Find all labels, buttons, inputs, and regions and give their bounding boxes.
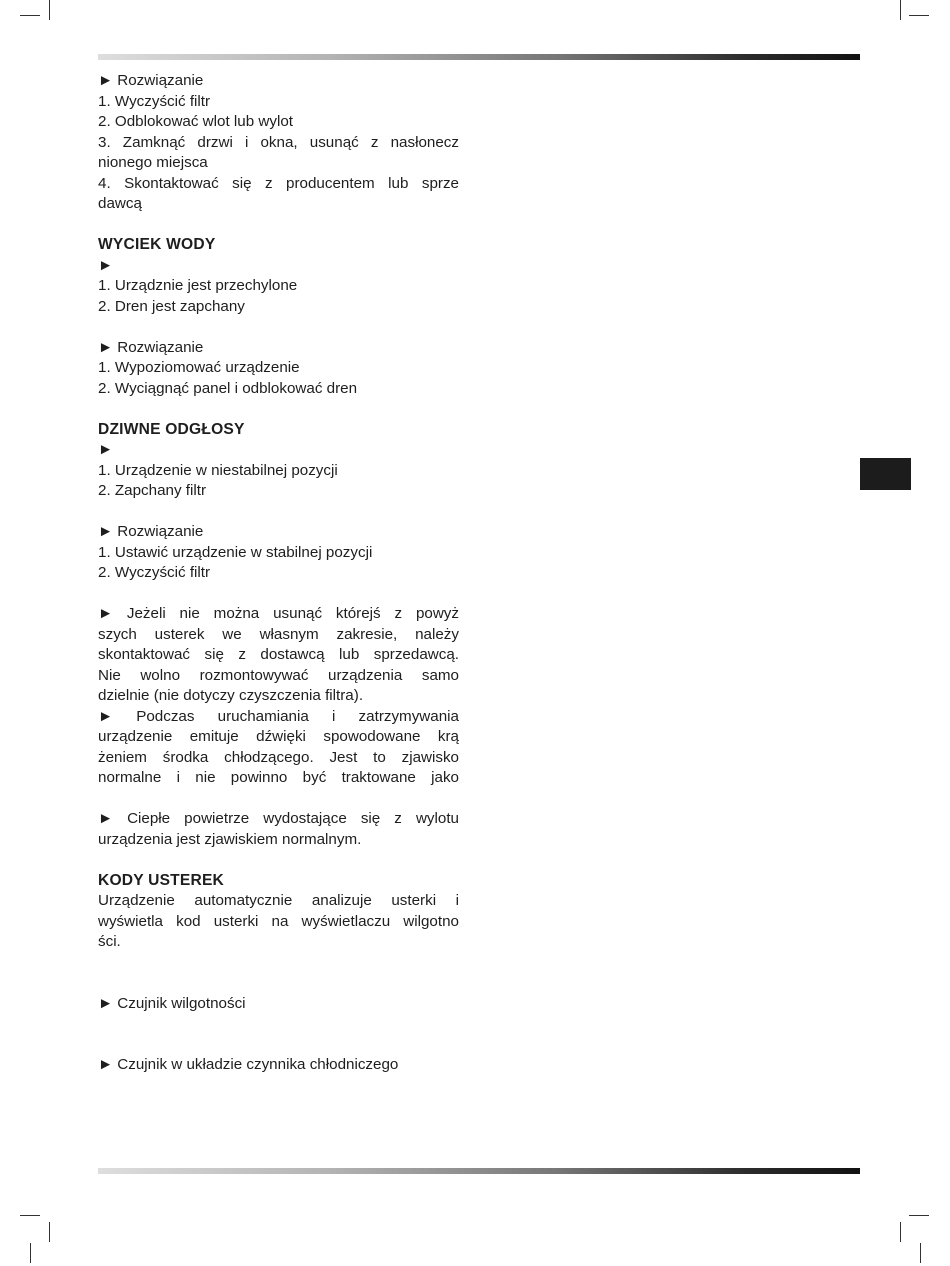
- note-line: urządzenie emituje dźwięki spowodowane krą: [98, 728, 459, 745]
- note-line: normalne i nie powinno być traktowane jako: [98, 769, 459, 786]
- solution-item: 2. Wyczyścić filtr: [98, 564, 211, 581]
- solution-item: 1. Ustawić urządzenie w stabilnej pozycji: [98, 543, 373, 561]
- cause-item: 1. Urządzenie w niestabilnej pozycji: [98, 461, 338, 479]
- crop-mark: [20, 1215, 40, 1216]
- note-line: urządzenia jest zjawiskiem normalnym.: [98, 830, 362, 848]
- note-line: dzielnie (nie dotyczy czyszczenia filtra).: [98, 687, 364, 704]
- solution-item: 1. Wypoziomować urządzenie: [98, 359, 300, 376]
- solution-item: 1. Wyczyścić filtr: [98, 92, 211, 110]
- intro-line: ści.: [98, 933, 121, 950]
- cause-item: 2. Dren jest zapchany: [98, 297, 245, 315]
- intro-line: Urządzenie automatycznie analizuje usterki i: [98, 892, 459, 909]
- cause-marker: ►: [98, 256, 114, 274]
- header-rule: [98, 54, 860, 60]
- solution-item: 3. Zamknąć drzwi i okna, usunąć z nasłonecz: [98, 133, 459, 151]
- note-line: ► Ciepłe powietrze wydostające się z wylotu: [98, 810, 459, 827]
- crop-mark: [900, 0, 901, 20]
- crop-mark: [30, 1243, 31, 1263]
- crop-mark: [909, 15, 929, 16]
- section-heading-error-codes: KODY USTEREK: [98, 871, 225, 889]
- refrigerant-sensor-item: ► Czujnik w układzie czynnika chłodniczego: [98, 1056, 399, 1073]
- crop-mark: [900, 1222, 901, 1242]
- crop-mark: [49, 0, 50, 20]
- solution-label: ► Rozwiązanie: [98, 72, 204, 89]
- solution-label: ► Rozwiązanie: [98, 338, 204, 356]
- crop-mark: [20, 15, 40, 16]
- solution-item: nionego miejsca: [98, 154, 208, 171]
- footer-rule: [98, 1168, 860, 1174]
- section-heading-strange-noises: DZIWNE ODGŁOSY: [98, 420, 245, 438]
- cause-item: 2. Zapchany filtr: [98, 482, 207, 499]
- solution-item: 4. Skontaktować się z producentem lub sprze: [98, 174, 459, 192]
- note-line: szych usterek we własnym zakresie, należy: [98, 625, 459, 643]
- cause-item: 1. Urządznie jest przechylone: [98, 277, 298, 294]
- crop-mark: [909, 1215, 929, 1216]
- solution-label: ► Rozwiązanie: [98, 523, 204, 540]
- note-line: skontaktować się z dostawcą lub sprzedawcą.: [98, 646, 459, 663]
- note-line: ► Jeżeli nie można usunąć którejś z powyż: [98, 605, 459, 622]
- section-heading-water-leak: WYCIEK WODY: [98, 236, 216, 253]
- section-tab: [860, 458, 911, 490]
- note-line: żeniem środka chłodzącego. Jest to zjawisko: [98, 748, 459, 766]
- intro-line: wyświetla kod usterki na wyświetlaczu wilgotno: [98, 912, 459, 930]
- note-line: Nie wolno rozmontowywać urządzenia samo: [98, 666, 459, 684]
- solution-item: 2. Odblokować wlot lub wylot: [98, 113, 293, 130]
- crop-mark: [920, 1243, 921, 1263]
- text-column: [98, 71, 459, 1076]
- solution-item: 2. Wyciągnąć panel i odblokować dren: [98, 379, 358, 397]
- note-line: ► Podczas uruchamiania i zatrzymywania: [98, 707, 459, 725]
- humidity-sensor-item: ► Czujnik wilgotności: [98, 994, 246, 1012]
- crop-mark: [49, 1222, 50, 1242]
- solution-item: dawcą: [98, 195, 142, 212]
- cause-marker: ►: [98, 441, 114, 458]
